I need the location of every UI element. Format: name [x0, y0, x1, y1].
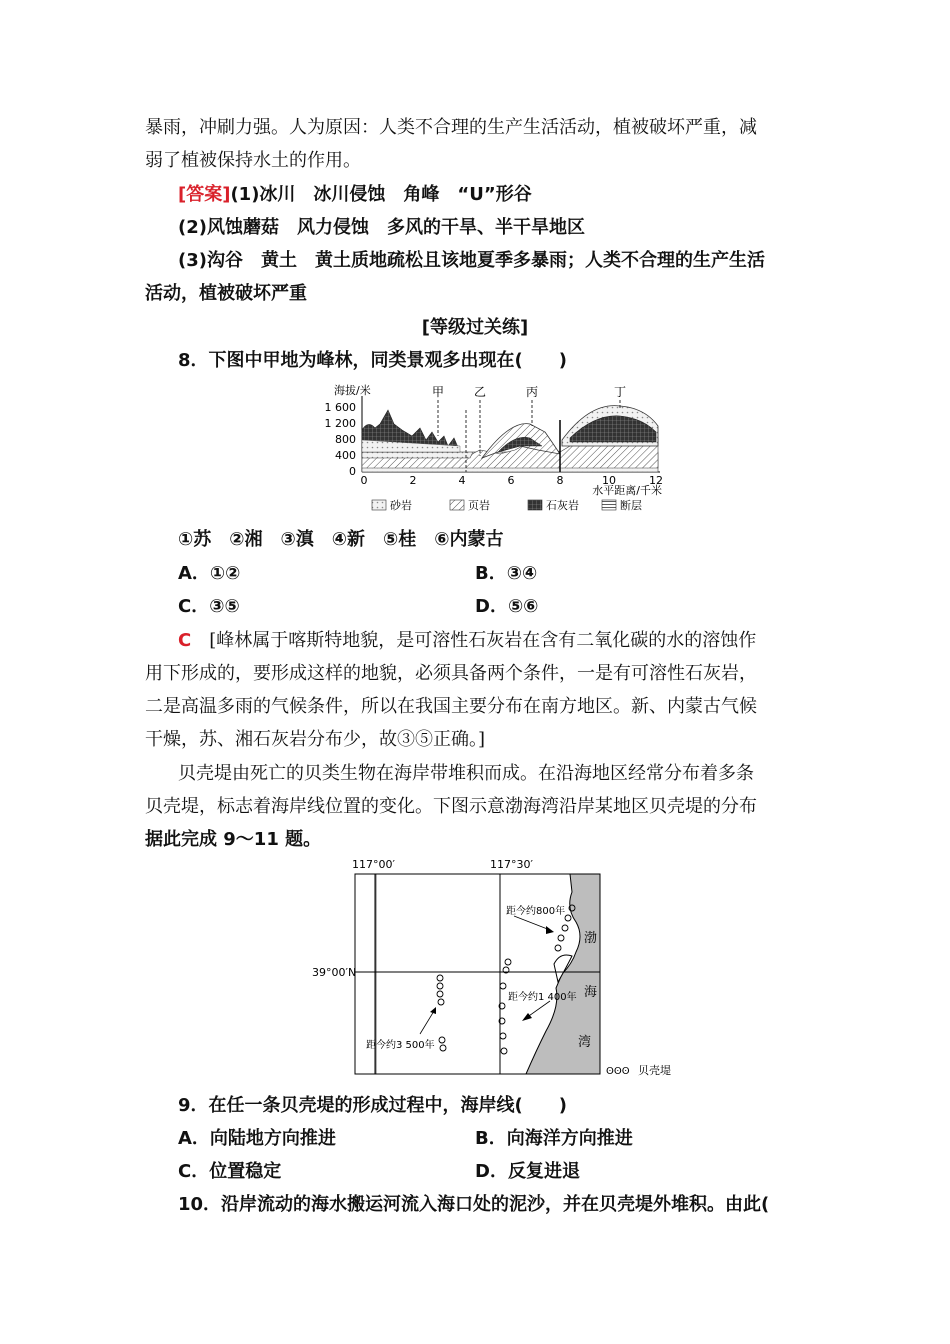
q9-option-d: D．反复进退 [475, 1161, 580, 1182]
q8-explanation-text-1: [峰林属于喀斯特地貌，是可溶性石灰岩在含有二氧化碳的水的溶蚀作 [209, 630, 757, 651]
answer-line-4: 活动，植被破坏严重 [145, 283, 307, 304]
shell-dike-map [310, 856, 680, 1081]
map-lon-labels [352, 858, 533, 871]
answer-text-1: (1)冰川 冰川侵蚀 角峰 “U”形谷 [230, 184, 532, 205]
label-800: 距今约800年 [506, 906, 566, 917]
ytick-1600: 1 600 [324, 401, 356, 414]
xtick-2: 2 [409, 474, 417, 487]
q9-option-a: A．向陆地方向推进 [178, 1128, 336, 1149]
q8-items: ①苏 ②湘 ③滇 ④新 ⑤桂 ⑥内蒙古 [178, 529, 504, 550]
passage-line-2: 贝壳堤，标志着海岸线位置的变化。下图示意渤海湾沿岸某地区贝壳堤的分布 [145, 796, 757, 817]
passage-line-1: 贝壳堤由死亡的贝类生物在海岸带堆积而成。在沿海地区经常分布着多条 [178, 763, 754, 784]
lon-117-00: 117°00′ [352, 858, 395, 871]
lat-39-00: 39°00′N [312, 966, 357, 979]
legend-symbol: ʘʘʘ [606, 1066, 630, 1077]
q8-explanation-line-2: 用下形成的，要形成这样的地貌，必须具备两个条件，一是有可溶性石灰岩， [145, 663, 757, 684]
legend-text: 贝壳堤 [638, 1064, 671, 1077]
answer-line-2: (2)风蚀蘑菇 风力侵蚀 多风的干旱、半干旱地区 [178, 217, 585, 238]
xlabel: 水平距离/千米 [592, 484, 662, 497]
q8-option-c: C．③⑤ [178, 596, 240, 617]
q8-explanation-line-3: 二是高温多雨的气候条件，所以在我国主要分布在南方地区。新、内蒙古气候 [145, 696, 757, 717]
point-jia: 甲 [431, 385, 445, 399]
answer-line-3: (3)沟谷 黄土 黄土质地疏松且该地夏季多暴雨；人类不合理的生产生活 [178, 250, 765, 271]
xtick-6: 6 [507, 474, 515, 487]
point-labels [432, 385, 626, 399]
q9-option-c: C．位置稳定 [178, 1161, 282, 1182]
lon-117-30: 117°30′ [490, 858, 533, 871]
answer-line-1 [178, 183, 532, 207]
point-yi: 乙 [473, 385, 487, 399]
legend-fault: 断层 [620, 499, 642, 512]
sea-hai: 海 [584, 985, 598, 1000]
q8-explanation-line-1 [178, 629, 756, 653]
sea-bo: 渤 [584, 931, 598, 946]
legend [372, 498, 642, 512]
q8-geology-cross-section [320, 380, 680, 515]
section-title: [等级过关练] [421, 317, 529, 338]
prev-explanation-line-1: 暴雨，冲刷力强。人为原因：人类不合理的生产生活活动，植被破坏严重，减 [145, 117, 757, 138]
point-ding: 丁 [613, 385, 627, 399]
ylabel: 海拔/米 [334, 384, 371, 397]
xtick-12: 12 [649, 474, 663, 487]
yticks [325, 401, 357, 478]
passage-line-3: 据此完成 9～11 题。 [145, 829, 322, 850]
label-3500: 距今约3 500年 [366, 1040, 435, 1051]
ytick-1200: 1 200 [324, 417, 356, 430]
q8-explanation-line-4: 干燥，苏、湘石灰岩分布少，故③⑤正确。] [145, 729, 486, 750]
q8-option-a: A．①② [178, 563, 241, 584]
xtick-10: 10 [602, 474, 616, 487]
label-1400: 距今约1 400年 [508, 992, 577, 1003]
answer-tag: [答案] [178, 184, 231, 205]
q8-answer-letter: C [178, 630, 192, 651]
prev-explanation-line-2: 弱了植被保持水土的作用。 [145, 150, 361, 171]
q8-option-d: D．⑤⑥ [475, 596, 539, 617]
ytick-400: 400 [335, 449, 356, 462]
xtick-0: 0 [360, 474, 368, 487]
legend-limestone: 石灰岩 [546, 499, 579, 512]
xtick-8: 8 [556, 474, 564, 487]
legend-sandstone: 砂岩 [390, 499, 412, 512]
sea-wan: 湾 [578, 1035, 592, 1050]
point-bing: 丙 [525, 385, 539, 399]
q8-stem: 8．下图中甲地为峰林，同类景观多出现在( ) [178, 350, 567, 371]
legend-shale: 页岩 [468, 499, 490, 512]
q9-stem: 9．在任一条贝壳堤的形成过程中，海岸线( ) [178, 1095, 567, 1116]
ytick-0: 0 [349, 465, 356, 478]
q9-option-b: B．向海洋方向推进 [475, 1128, 633, 1149]
xtick-4: 4 [458, 474, 466, 487]
q8-option-b: B．③④ [475, 563, 538, 584]
q10-stem: 10．沿岸流动的海水搬运河流入海口处的泥沙，并在贝壳堤外堆积。由此( [178, 1194, 770, 1215]
ytick-800: 800 [335, 433, 356, 446]
